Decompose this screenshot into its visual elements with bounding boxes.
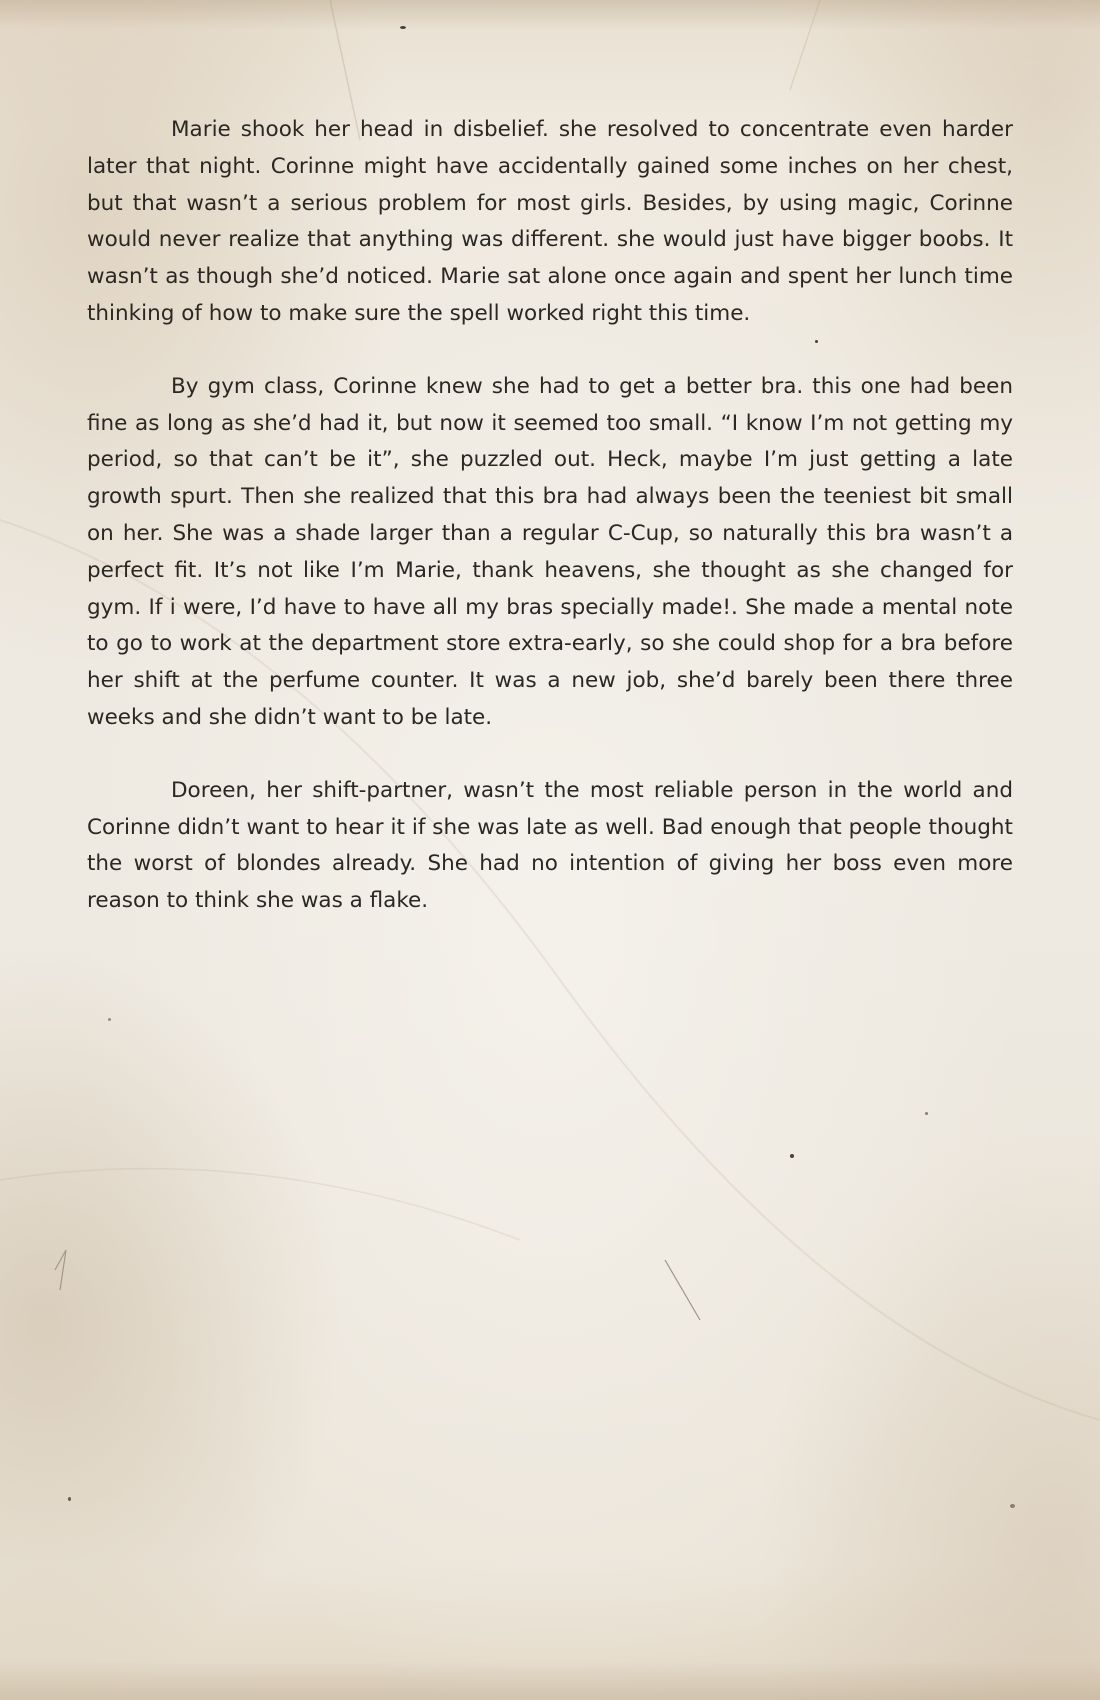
paper-speck: [925, 1112, 928, 1115]
paper-speck: [108, 1018, 111, 1021]
paragraph: Marie shook her head in disbelief. she resolved to concentrate even harder later that night. Corinne might have accidentally gained some inches on her chest, but that wasn’t a serious problem for most girls. Besides, by using magic, Corinne would never realize that anything was different. she would just have bigger boobs. It wasn’t as though she’d noticed. Marie sat alone once again and spent her lunch time thinking of how to make sure the spell worked right this time.: [87, 117, 1013, 326]
paper-speck: [400, 26, 406, 29]
paper-speck: [790, 1154, 794, 1158]
paragraph: Doreen, her shift-partner, wasn’t the most reliable person in the world and Corinne didn’t want to hear it if she was late as well. Bad enough that people thought the worst of blondes already. She had no intention of giving her boss even more reason to think she was a flake.: [87, 777, 1013, 914]
paper-speck: [68, 1497, 71, 1501]
paper-speck: [1010, 1504, 1015, 1508]
paragraph: By gym class, Corinne knew she had to get a better bra. this one had been fine as long as she’d had it, but now it seemed too small. “I know I’m not getting my period, so that can’t be it”, she puzzled out. Heck, maybe I’m just getting a late growth spurt. Then she realized that this bra had always been the teeniest bit small on her. She was a shade larger than a regular C-Cup, so naturally this bra wasn’t a perfect fit. It’s not like I’m Marie, thank heavens, she thought as she changed for gym. If i were, I’d have to have all my bras specially made!. She made a mental note to go to work at the department store extra-early, so she could shop for a bra before her shift at the perfume counter. It was a new job, she’d barely been there three weeks and she didn’t want to be late.: [87, 373, 1013, 730]
story-text: [87, 112, 1013, 956]
